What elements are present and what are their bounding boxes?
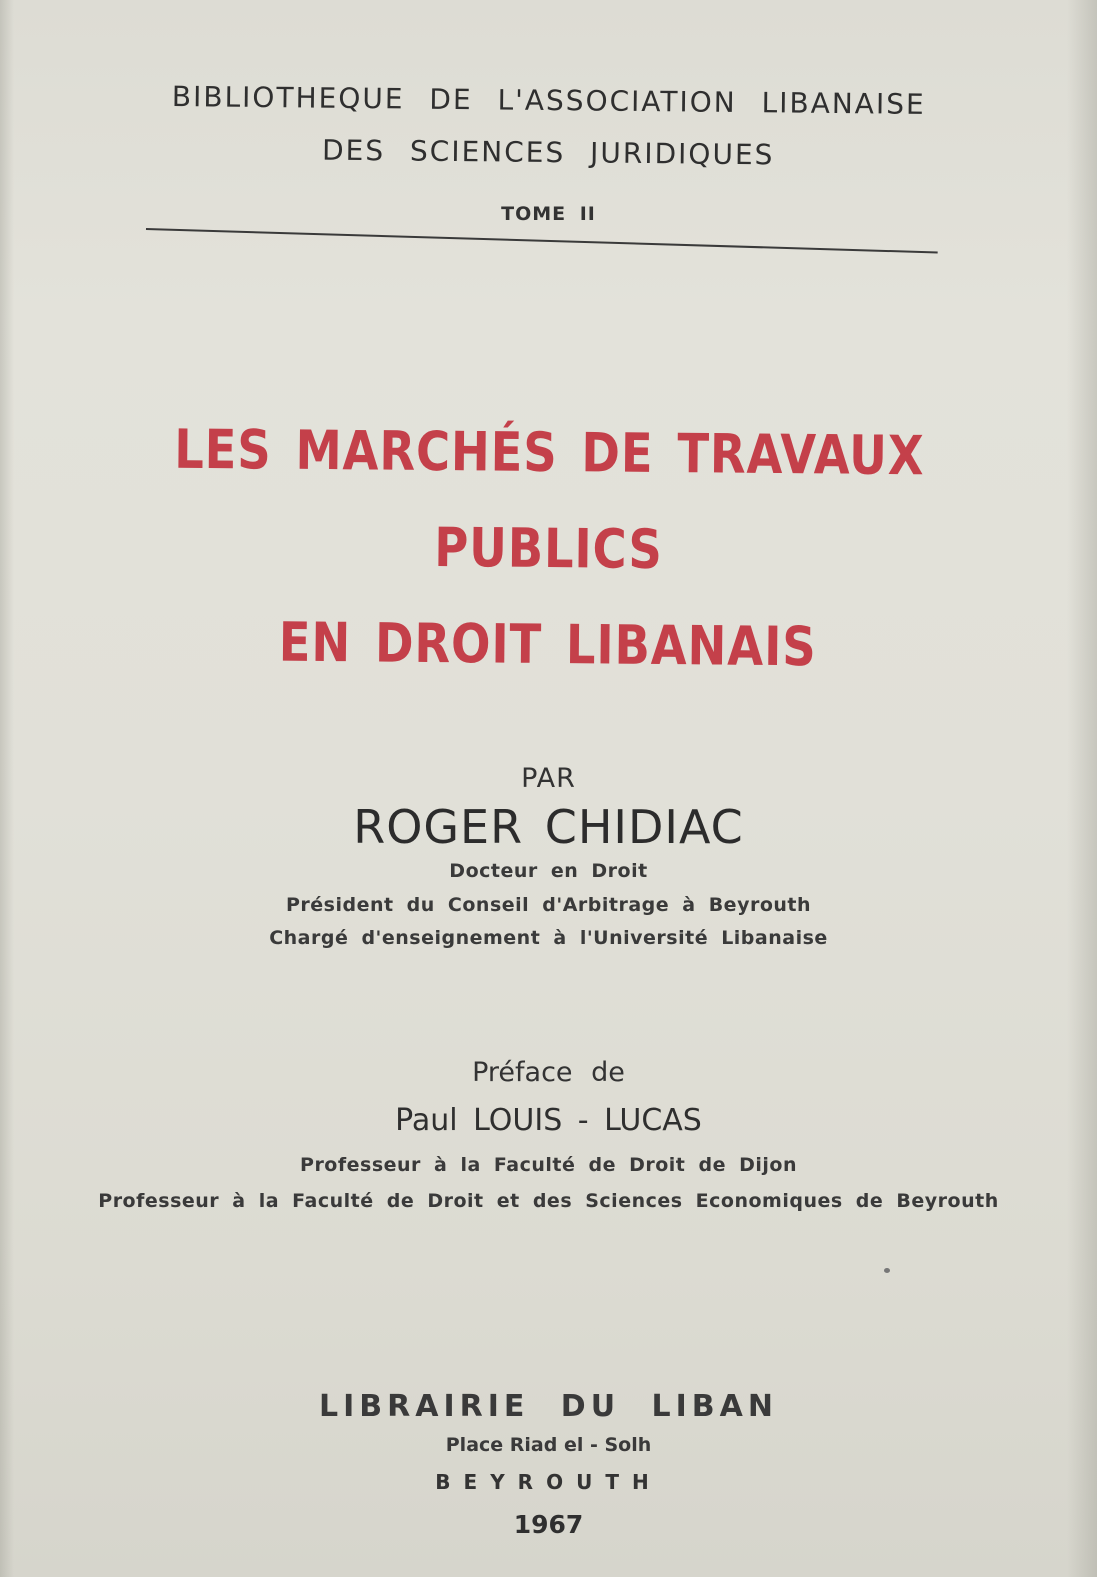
book-title-line-2: EN DROIT LIBANAIS [278, 610, 817, 679]
by-label: PAR [521, 763, 576, 794]
publication-year: 1967 [513, 1510, 584, 1539]
volume-label: TOME II [501, 203, 596, 225]
series-line-1: BIBLIOTHEQUE DE L'ASSOCIATION LIBANAISE [171, 80, 926, 121]
book-title-line-1: LES MARCHÉS DE TRAVAUX PUBLICS [173, 417, 925, 581]
publisher-address: Place Riad el - Solh [445, 1434, 652, 1456]
author-credential-1: Docteur en Droit [449, 860, 648, 882]
book-title [76, 401, 1022, 697]
author-name: ROGER CHIDIAC [353, 800, 744, 854]
publisher-city: BEYROUTH [435, 1470, 662, 1494]
preface-credential-2: Professeur à la Faculté de Droit et des Sciences Economiques de Beyrouth [98, 1190, 999, 1212]
series-line-2: DES SCIENCES JURIDIQUES [321, 133, 775, 172]
author-credential-3: Chargé d'enseignement à l'Université Libanaise [269, 927, 828, 949]
header-divider [146, 228, 938, 253]
publisher-name: LIBRAIRIE DU LIBAN [318, 1389, 778, 1424]
preface-credential-1: Professeur à la Faculté de Droit de Dijon [300, 1154, 797, 1176]
author-credential-2: Président du Conseil d'Arbitrage à Beyrouth [285, 894, 812, 916]
preface-author-name: Paul LOUIS - LUCAS [395, 1103, 702, 1138]
preface-label: Préface de [472, 1057, 625, 1088]
paper-speck [884, 1268, 890, 1273]
series-heading [0, 69, 1097, 184]
